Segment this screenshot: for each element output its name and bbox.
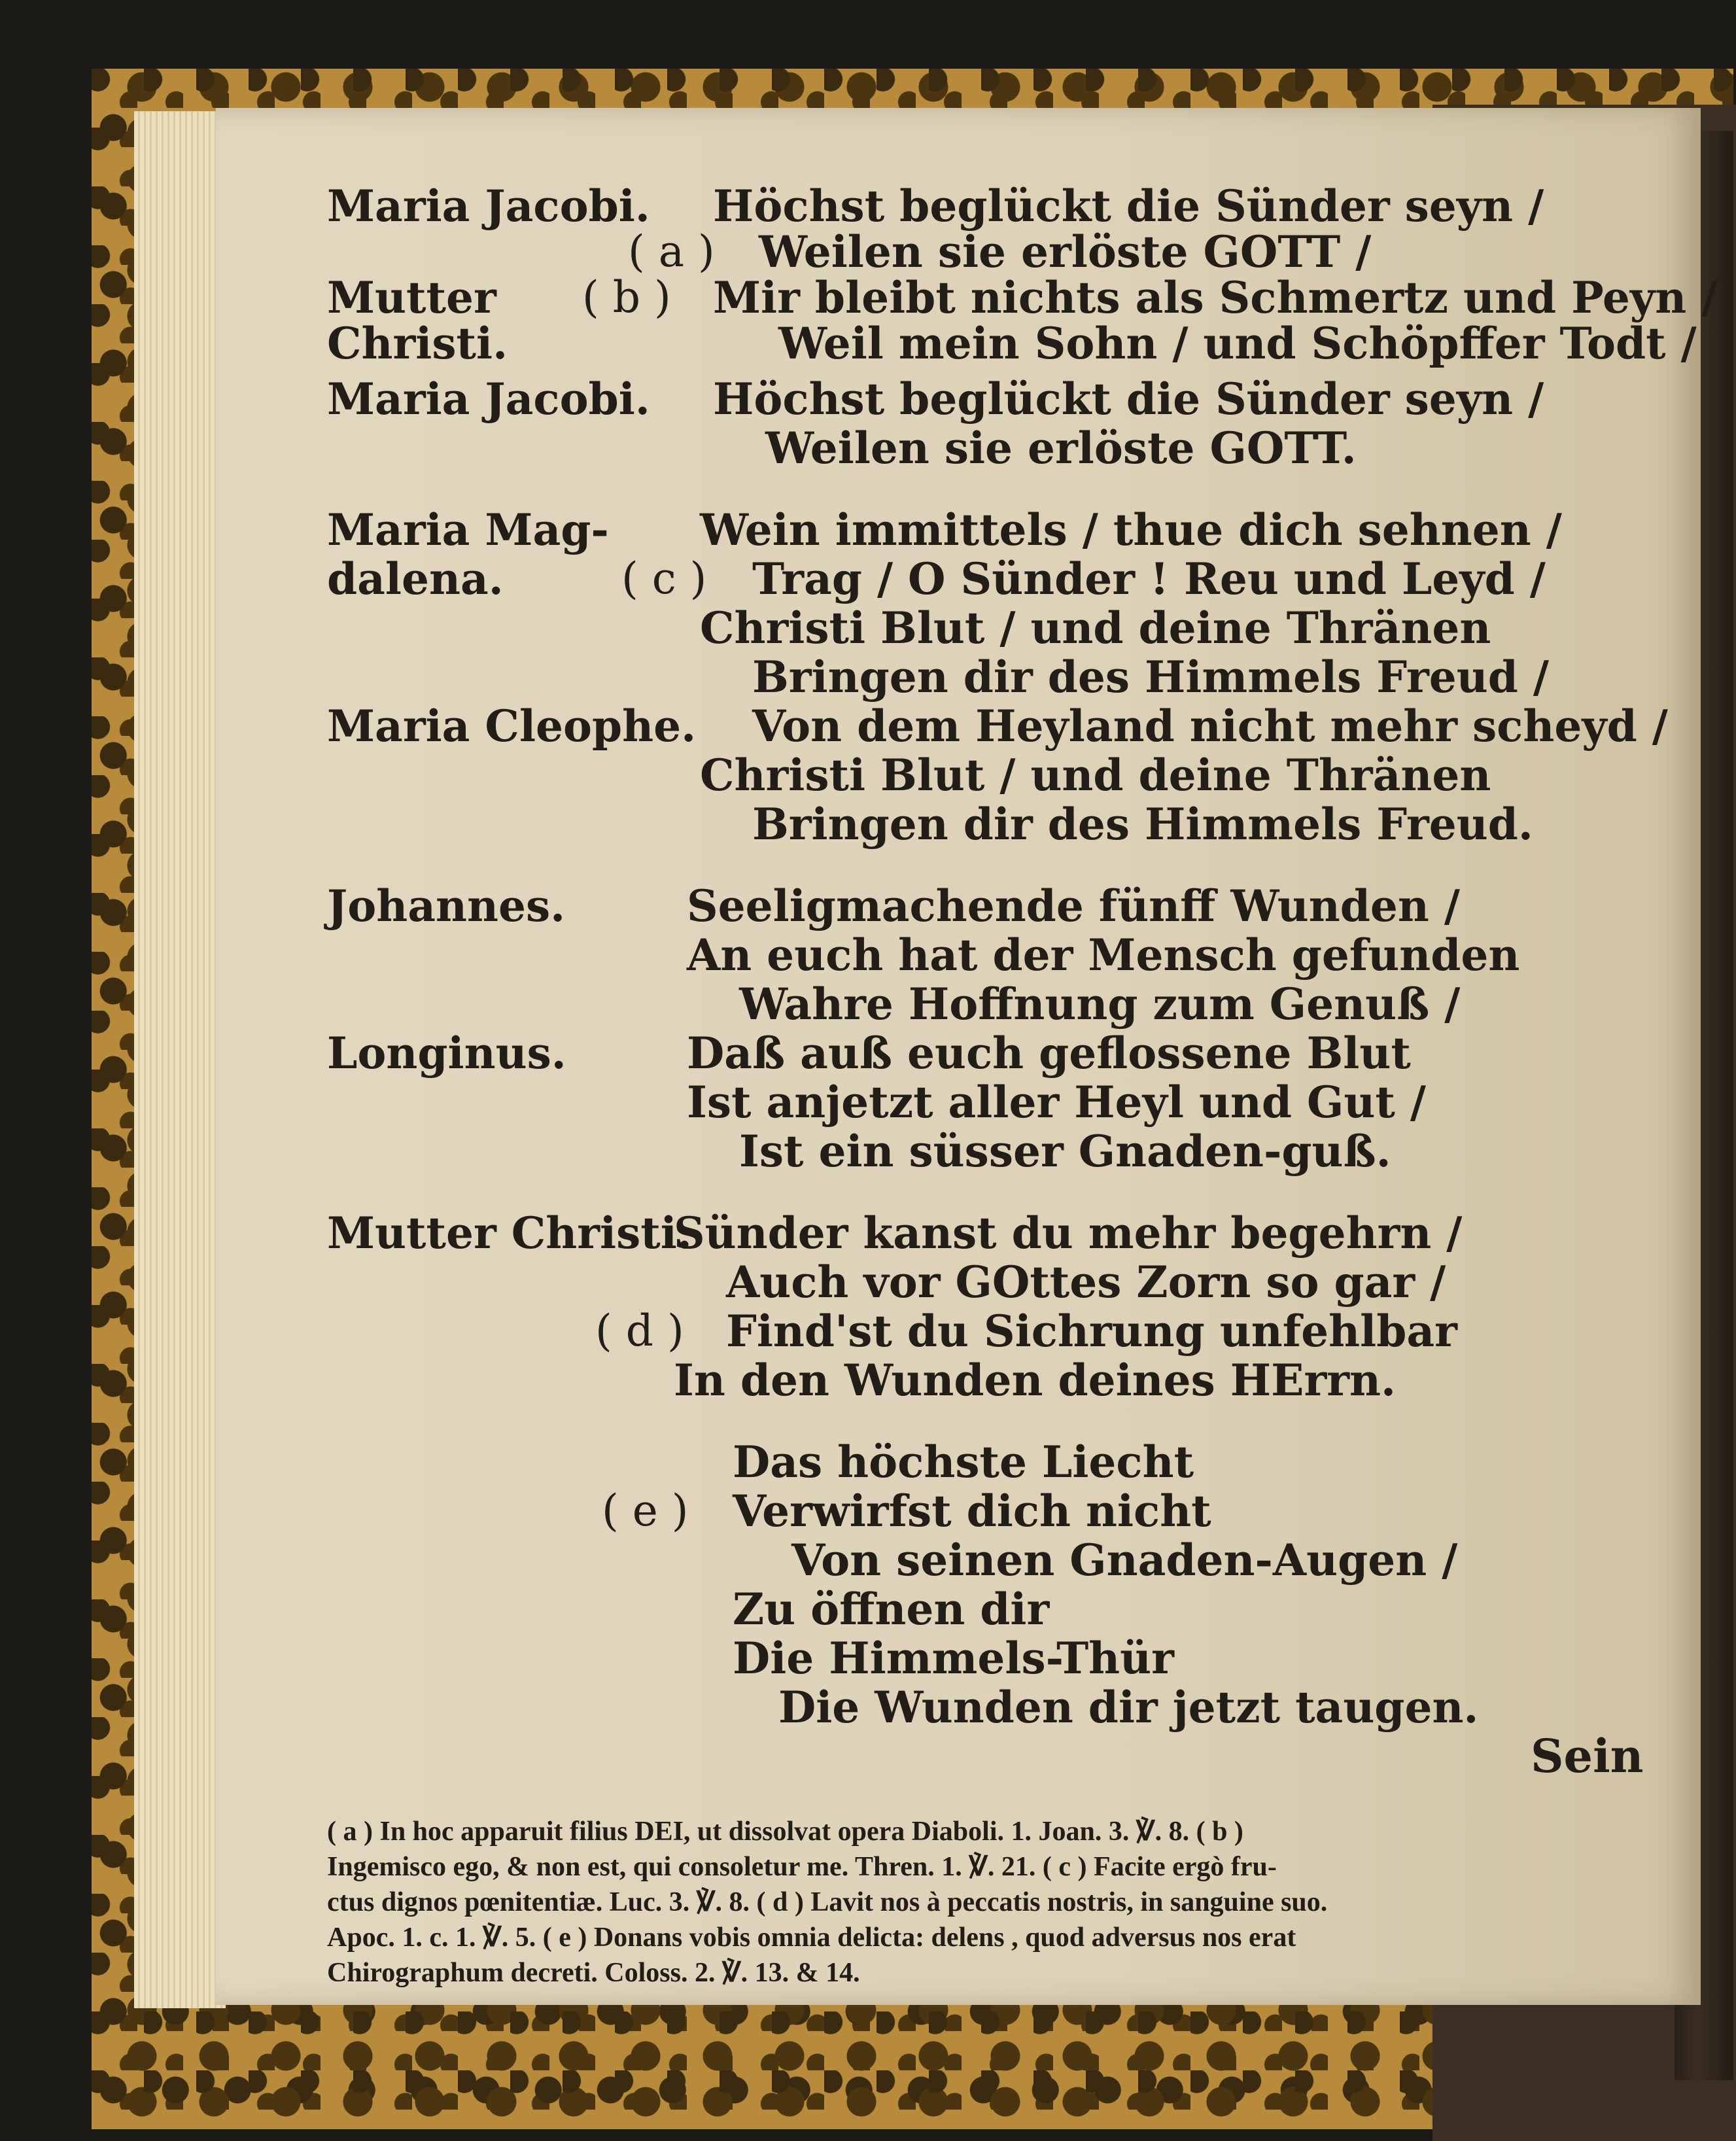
verse-line: Zu öffnen dir — [733, 1584, 1050, 1635]
speaker-name: Christi. — [327, 318, 508, 369]
footnote-line: Chirographum decreti. Coloss. 2. ℣. 13. & 14. — [327, 1958, 860, 1988]
verse-line: Das höchste Liecht — [733, 1436, 1194, 1488]
book-page — [216, 108, 1718, 2005]
verse-line: Wahre Hoffnung zum Genuß / — [739, 979, 1461, 1030]
verse-line: In den Wunden deines HErrn. — [674, 1355, 1396, 1406]
footnote-marker: ( c ) — [621, 553, 707, 604]
verse-line: Verwirfst dich nicht — [733, 1486, 1211, 1537]
speaker-name: Johannes. — [327, 880, 566, 931]
verse-line: Bringen dir des Himmels Freud. — [752, 799, 1533, 850]
speaker-name: dalena. — [327, 553, 504, 604]
speaker-name: Mutter Christi. — [327, 1208, 692, 1259]
speaker-name: Maria Mag- — [327, 504, 609, 555]
footnote-line: Apoc. 1. c. 1. ℣. 5. ( e ) Donans vobis omnia delicta: delens , quod adversus nos erat — [327, 1923, 1296, 1953]
verse-line: An euch hat der Mensch gefunden — [687, 930, 1520, 981]
verse-line: Daß auß euch geflossene Blut — [687, 1028, 1411, 1079]
footnote-marker: ( d ) — [595, 1306, 684, 1356]
verse-line: Weilen sie erlöste GOTT. — [765, 423, 1357, 474]
footnote-marker: ( a ) — [628, 226, 715, 277]
verse-line: Auch vor GOttes Zorn so gar / — [726, 1257, 1446, 1308]
verse-line: Bringen dir des Himmels Freud / — [752, 652, 1549, 703]
verse-line: Find'st du Sichrung unfehlbar — [726, 1306, 1457, 1357]
verse-line: Mir bleibt nichts als Schmertz und Peyn / — [713, 272, 1718, 323]
speaker-name: Maria Jacobi. — [327, 374, 650, 425]
verse-line: Seeligmachende fünff Wunden / — [687, 880, 1460, 931]
catchword: Sein — [1531, 1729, 1644, 1783]
verse-line: Die Wunden dir jetzt taugen. — [778, 1682, 1479, 1733]
footnote-line: ctus dignos pœnitentiæ. Luc. 3. ℣. 8. ( d ) Lavit nos à peccatis nostris, in sanguine suo. — [327, 1887, 1328, 1917]
verse-line: Von dem Heyland nicht mehr scheyd / — [752, 701, 1668, 752]
verse-line: Die Himmels-Thür — [733, 1633, 1174, 1684]
speaker-name: Maria Jacobi. — [327, 181, 650, 232]
verse-line: Sünder kanst du mehr begehrn / — [674, 1208, 1463, 1259]
footnote-marker: ( b ) — [582, 272, 671, 322]
verse-line: Von seinen Gnaden-Augen / — [791, 1535, 1458, 1586]
footnote-line: Ingemisco ego, & non est, qui consoletur me. Thren. 1. ℣. 21. ( c ) Facite ergò fru- — [327, 1852, 1277, 1882]
verse-line: Trag / O Sünder ! Reu und Leyd / — [752, 553, 1546, 604]
speaker-name: Maria Cleophe. — [327, 701, 697, 752]
verse-line: Christi Blut / und deine Thränen — [700, 602, 1491, 653]
verse-line: Wein immittels / thue dich sehnen / — [700, 504, 1562, 555]
speaker-name: Longinus. — [327, 1028, 566, 1079]
verse-line: Höchst beglückt die Sünder seyn / — [713, 374, 1544, 425]
verse-line: Ist ein süsser Gnaden-guß. — [739, 1126, 1391, 1177]
verse-line: Christi Blut / und deine Thränen — [700, 750, 1491, 801]
footnote-line: ( a ) In hoc apparuit filius DEI, ut dissolvat opera Diaboli. 1. Joan. 3. ℣. 8. ( b ) — [327, 1817, 1243, 1847]
page-edges — [134, 111, 226, 2008]
verse-line: Ist anjetzt aller Heyl und Gut / — [687, 1077, 1426, 1128]
speaker-name: Mutter — [327, 272, 496, 323]
verse-line: Weilen sie erlöste GOTT / — [759, 226, 1372, 277]
verse-line: Höchst beglückt die Sünder seyn / — [713, 181, 1544, 232]
verse-line: Weil mein Sohn / und Schöpffer Todt / — [778, 318, 1697, 369]
footnote-marker: ( e ) — [602, 1486, 689, 1536]
